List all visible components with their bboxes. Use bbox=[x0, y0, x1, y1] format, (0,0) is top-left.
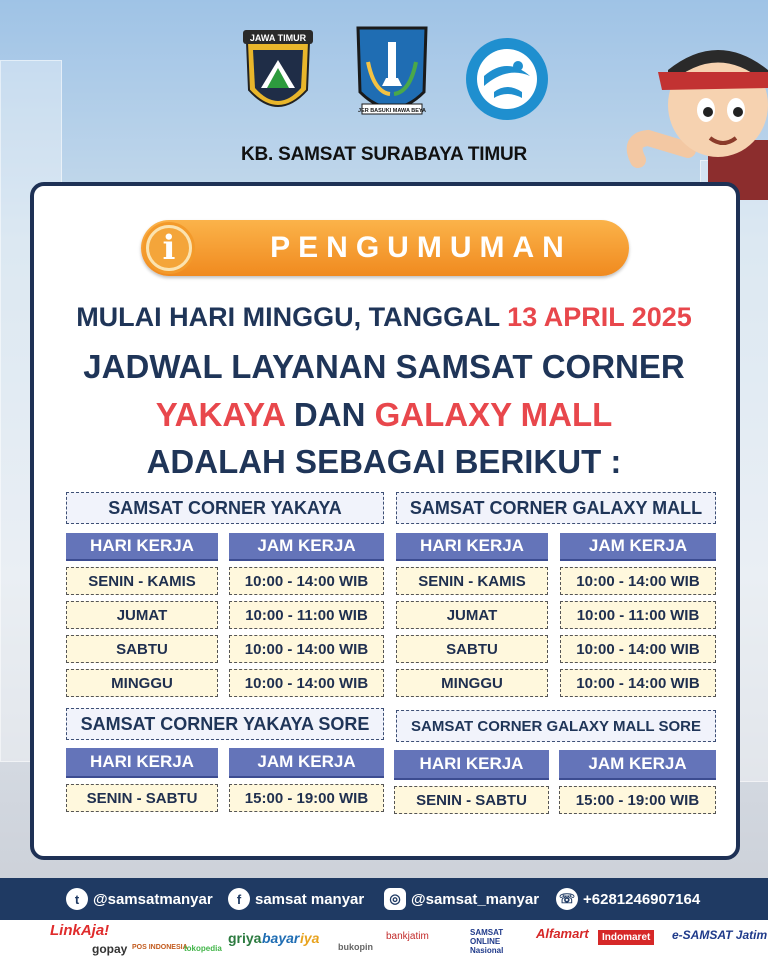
yakaya-day-1: SENIN - KAMIS bbox=[66, 567, 218, 595]
header-day-galaxy-sore: HARI KERJA bbox=[394, 750, 549, 778]
partner-linkaja: LinkAja! bbox=[50, 922, 110, 939]
announcement-banner bbox=[141, 220, 629, 276]
yakaya-sore-time-1: 15:00 - 19:00 WIB bbox=[229, 784, 384, 812]
partner-griya: griya bbox=[228, 930, 262, 946]
twitter-handle: @samsatmanyar bbox=[93, 890, 213, 908]
yakaya-sore-day-1: SENIN - SABTU bbox=[66, 784, 218, 812]
header-time-yakaya: JAM KERJA bbox=[229, 533, 384, 559]
jatim-province-logo bbox=[352, 22, 432, 126]
partner-tokopedia: tokopedia bbox=[184, 944, 222, 953]
yakaya-day-2: JUMAT bbox=[66, 601, 218, 629]
headline-date-prefix: MULAI HARI MINGGU, TANGGAL bbox=[76, 302, 508, 332]
info-icon: i bbox=[143, 222, 195, 274]
partner-samsat-online-nasional: SAMSAT ONLINE Nasional bbox=[470, 928, 504, 955]
galaxy-sore-day-1: SENIN - SABTU bbox=[394, 786, 549, 814]
jatim-logo-motto: JER BASUKI MAWA BEYA bbox=[357, 108, 427, 114]
headline-and: DAN bbox=[284, 396, 375, 433]
partner-iya: iya bbox=[300, 930, 320, 946]
social-twitter[interactable] bbox=[66, 878, 213, 920]
galaxy-sore-time-1: 15:00 - 19:00 WIB bbox=[559, 786, 716, 814]
partner-pos-indonesia: POS INDONESIA bbox=[132, 944, 188, 951]
section-title-yakaya: SAMSAT CORNER YAKAYA bbox=[66, 492, 384, 524]
headline-schedule-title: JADWAL LAYANAN SAMSAT CORNER bbox=[83, 348, 685, 385]
partner-indomaret: Indomaret bbox=[598, 930, 654, 945]
headline-date-line bbox=[0, 302, 768, 333]
yakaya-time-2: 10:00 - 11:00 WIB bbox=[229, 601, 384, 629]
header-time-galaxy: JAM KERJA bbox=[560, 533, 716, 559]
yakaya-time-4: 10:00 - 14:00 WIB bbox=[229, 669, 384, 697]
galaxy-day-4: MINGGU bbox=[396, 669, 548, 697]
police-logo bbox=[243, 30, 313, 126]
galaxy-time-2: 10:00 - 11:00 WIB bbox=[560, 601, 716, 629]
social-whatsapp[interactable] bbox=[556, 878, 700, 920]
header-day-yakaya: HARI KERJA bbox=[66, 533, 218, 559]
galaxy-time-3: 10:00 - 14:00 WIB bbox=[560, 635, 716, 663]
yakaya-day-4: MINGGU bbox=[66, 669, 218, 697]
organization-title: KB. SAMSAT SURABAYA TIMUR bbox=[240, 144, 527, 165]
police-logo-text: JAWA TIMUR bbox=[249, 33, 307, 43]
section-title-galaxy-sore: SAMSAT CORNER GALAXY MALL SORE bbox=[396, 710, 716, 742]
galaxy-time-1: 10:00 - 14:00 WIB bbox=[560, 567, 716, 595]
whatsapp-number: +6281246907164 bbox=[583, 890, 701, 908]
social-instagram[interactable] bbox=[384, 878, 539, 920]
instagram-handle: @samsat_manyar bbox=[411, 890, 540, 908]
header-day-galaxy: HARI KERJA bbox=[396, 533, 548, 559]
partner-bukopin: bukopin bbox=[338, 942, 373, 952]
social-facebook[interactable] bbox=[228, 878, 364, 920]
partner-bankjatim: bankjatim bbox=[386, 931, 429, 942]
headline-location-yakaya: YAKAYA bbox=[155, 396, 285, 433]
galaxy-day-1: SENIN - KAMIS bbox=[396, 567, 548, 595]
section-title-galaxy: SAMSAT CORNER GALAXY MALL bbox=[396, 492, 716, 524]
announcement-label: PENGUMUMAN bbox=[270, 231, 572, 264]
galaxy-day-2: JUMAT bbox=[396, 601, 548, 629]
yakaya-time-1: 10:00 - 14:00 WIB bbox=[229, 567, 384, 595]
partner-e-samsat-jatim: e-SAMSAT Jatim bbox=[672, 928, 768, 942]
whatsapp-icon: ☏ bbox=[556, 888, 578, 910]
header-time-galaxy-sore: JAM KERJA bbox=[559, 750, 716, 778]
headline-date: 13 APRIL 2025 bbox=[507, 302, 692, 332]
partner-alfamart: Alfamart bbox=[536, 926, 589, 941]
facebook-icon: f bbox=[228, 888, 250, 910]
header-time-yakaya-sore: JAM KERJA bbox=[229, 748, 384, 776]
partner-bayar: bayar bbox=[262, 930, 300, 946]
section-title-yakaya-sore: SAMSAT CORNER YAKAYA SORE bbox=[66, 708, 384, 740]
headline-follows: ADALAH SEBAGAI BERIKUT : bbox=[146, 443, 622, 480]
facebook-handle: samsat manyar bbox=[255, 890, 365, 908]
partner-gopay: gopay bbox=[92, 942, 128, 956]
galaxy-day-3: SABTU bbox=[396, 635, 548, 663]
headline-locations bbox=[0, 396, 768, 434]
mascot-character bbox=[618, 30, 768, 200]
galaxy-time-4: 10:00 - 14:00 WIB bbox=[560, 669, 716, 697]
headline-location-galaxy: GALAXY MALL bbox=[374, 396, 613, 433]
instagram-icon: ◎ bbox=[384, 888, 406, 910]
yakaya-day-3: SABTU bbox=[66, 635, 218, 663]
header-day-yakaya-sore: HARI KERJA bbox=[66, 748, 218, 776]
twitter-icon: t bbox=[66, 888, 88, 910]
yakaya-time-3: 10:00 - 14:00 WIB bbox=[229, 635, 384, 663]
jasa-raharja-logo bbox=[464, 36, 550, 122]
